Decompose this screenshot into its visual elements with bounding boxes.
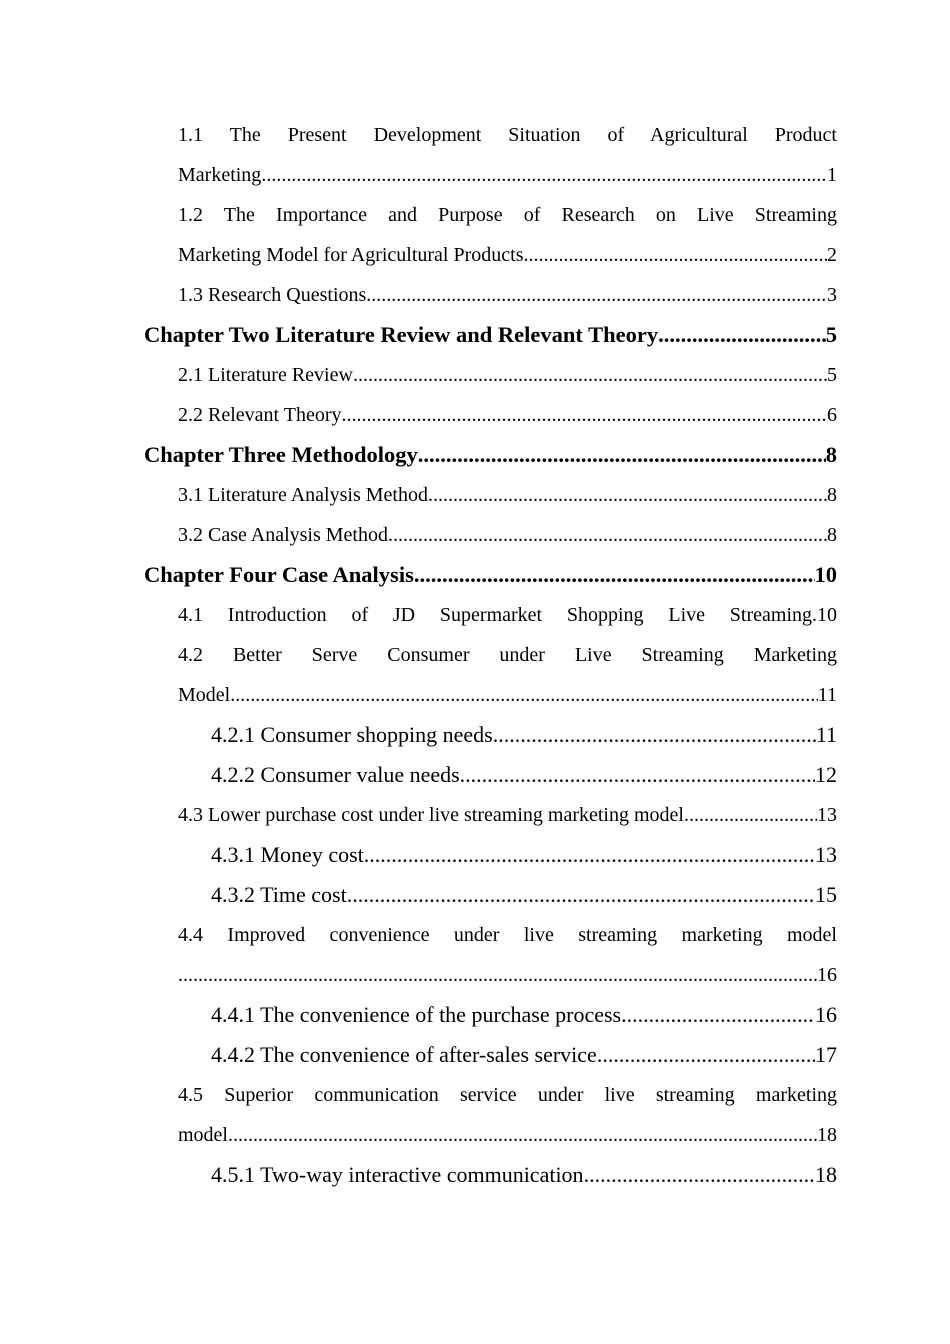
page-number: 16 — [817, 964, 837, 986]
toc-entry-title: 2.1 Literature Review — [178, 364, 353, 386]
toc-chapter-four[interactable] — [144, 555, 837, 595]
dot-leader — [658, 315, 826, 355]
page-number: 15 — [815, 882, 837, 907]
toc-entry-title: 1.2 The Importance and Purpose of Research on Live Streaming — [178, 204, 837, 226]
toc-entry-title: 4.3.2 Time cost — [211, 882, 347, 907]
toc-entry-1-2-line1 — [178, 195, 837, 235]
page-number: 11 — [815, 722, 837, 747]
dot-leader — [584, 1155, 815, 1195]
toc-entry-title: Marketing Model for Agricultural Products — [178, 244, 524, 266]
page-number: 12 — [815, 762, 837, 787]
toc-entry-4-3-2[interactable] — [211, 875, 837, 915]
toc-entry-title: 4.1 Introduction of JD Supermarket Shopping Live Streaming. — [178, 604, 817, 626]
dot-leader — [428, 475, 827, 515]
page-number: 5 — [825, 322, 837, 347]
dot-leader — [228, 1115, 817, 1155]
page-number: 6 — [827, 404, 837, 426]
toc-entry-3-1[interactable] — [178, 475, 837, 515]
toc-entry-4-2-line2[interactable] — [178, 675, 837, 715]
page-number: 5 — [827, 364, 837, 386]
page-number: 8 — [825, 442, 837, 467]
dot-leader — [364, 835, 815, 875]
toc-chapter-three[interactable] — [144, 435, 837, 475]
page-number: 10 — [814, 562, 837, 587]
dot-leader — [366, 275, 827, 315]
dot-leader — [230, 675, 818, 715]
dot-leader — [353, 355, 827, 395]
toc-entry-4-2-line1 — [178, 635, 837, 675]
toc-entry-4-3-1[interactable] — [211, 835, 837, 875]
page-number: 3 — [827, 284, 837, 306]
page-number: 17 — [815, 1042, 837, 1067]
toc-entry-4-4-2[interactable] — [211, 1035, 837, 1075]
toc-chapter-title: Chapter Three Methodology — [144, 442, 418, 467]
toc-entry-1-3[interactable] — [178, 275, 837, 315]
toc-entry-title: 2.2 Relevant Theory — [178, 404, 342, 426]
toc-entry-title: model — [178, 1124, 228, 1146]
toc-entry-title: 4.5 Superior communication service under live streaming marketing — [178, 1084, 837, 1106]
toc-entry-4-5-1[interactable] — [211, 1155, 837, 1195]
page-number: 13 — [817, 804, 837, 826]
page-number: 11 — [817, 684, 837, 706]
toc-entry-1-2-line2[interactable] — [178, 235, 837, 275]
toc-chapter-two[interactable] — [144, 315, 837, 355]
toc-entry-1-1-line1 — [178, 115, 837, 155]
toc-entry-2-2[interactable] — [178, 395, 837, 435]
toc-entry-title: 4.4.1 The convenience of the purchase process — [211, 1002, 622, 1027]
page-number: 10 — [817, 604, 837, 626]
toc-entry-title: 4.3.1 Money cost — [211, 842, 364, 867]
toc-entry-title: Marketing — [178, 164, 262, 186]
table-of-contents — [0, 115, 950, 1195]
toc-entry-1-1-line2[interactable] — [178, 155, 837, 195]
toc-entry-title: 1.3 Research Questions — [178, 284, 367, 306]
toc-entry-title: 4.2.1 Consumer shopping needs — [211, 722, 493, 747]
toc-entry-title: 3.1 Literature Analysis Method — [178, 484, 428, 506]
toc-entry-title: 4.2 Better Serve Consumer under Live Streaming Marketing — [178, 644, 837, 666]
dot-leader — [460, 755, 815, 795]
dot-leader — [524, 235, 828, 275]
dot-leader — [597, 1035, 815, 1075]
toc-entry-4-4-line2[interactable] — [178, 955, 837, 995]
page-number: 13 — [815, 842, 837, 867]
page-number: 1 — [827, 164, 837, 186]
toc-chapter-title: Chapter Two Literature Review and Relevant Theory — [144, 322, 659, 347]
toc-entry-4-2-2[interactable] — [211, 755, 837, 795]
toc-chapter-title: Chapter Four Case Analysis — [144, 562, 414, 587]
page-number: 8 — [827, 484, 837, 506]
dot-leader — [388, 515, 827, 555]
dot-leader — [621, 995, 815, 1035]
toc-entry-4-4-line1 — [178, 915, 837, 955]
dot-leader — [347, 875, 815, 915]
toc-entry-title: 4.4 Improved convenience under live streaming marketing model — [178, 924, 837, 946]
dot-leader — [414, 555, 815, 595]
dot-leader — [178, 955, 817, 995]
toc-entry-4-5-line1 — [178, 1075, 837, 1115]
toc-entry-title: 4.2.2 Consumer value needs — [211, 762, 460, 787]
toc-entry-title: 3.2 Case Analysis Method — [178, 524, 388, 546]
toc-entry-4-2-1[interactable] — [211, 715, 837, 755]
toc-entry-4-3[interactable] — [178, 795, 837, 835]
toc-entry-title: Model — [178, 684, 231, 706]
toc-entry-2-1[interactable] — [178, 355, 837, 395]
page-number: 18 — [815, 1162, 837, 1187]
dot-leader — [261, 155, 827, 195]
dot-leader — [684, 795, 817, 835]
dot-leader — [418, 435, 826, 475]
page-number: 18 — [817, 1124, 837, 1146]
toc-entry-3-2[interactable] — [178, 515, 837, 555]
toc-entry-title: 4.4.2 The convenience of after-sales service — [211, 1042, 597, 1067]
toc-entry-title: 4.5.1 Two-way interactive communication — [211, 1162, 584, 1187]
toc-entry-title: 4.3 Lower purchase cost under live streaming marketing model — [178, 804, 684, 826]
page-number: 2 — [827, 244, 837, 266]
dot-leader — [341, 395, 827, 435]
dot-leader — [493, 715, 816, 755]
toc-entry-4-1[interactable] — [178, 595, 837, 635]
page-number: 8 — [827, 524, 837, 546]
page-number: 16 — [815, 1002, 837, 1027]
toc-entry-title: 1.1 The Present Development Situation of Agricultural Product — [178, 124, 837, 146]
toc-entry-4-4-1[interactable] — [211, 995, 837, 1035]
toc-entry-4-5-line2[interactable] — [178, 1115, 837, 1155]
